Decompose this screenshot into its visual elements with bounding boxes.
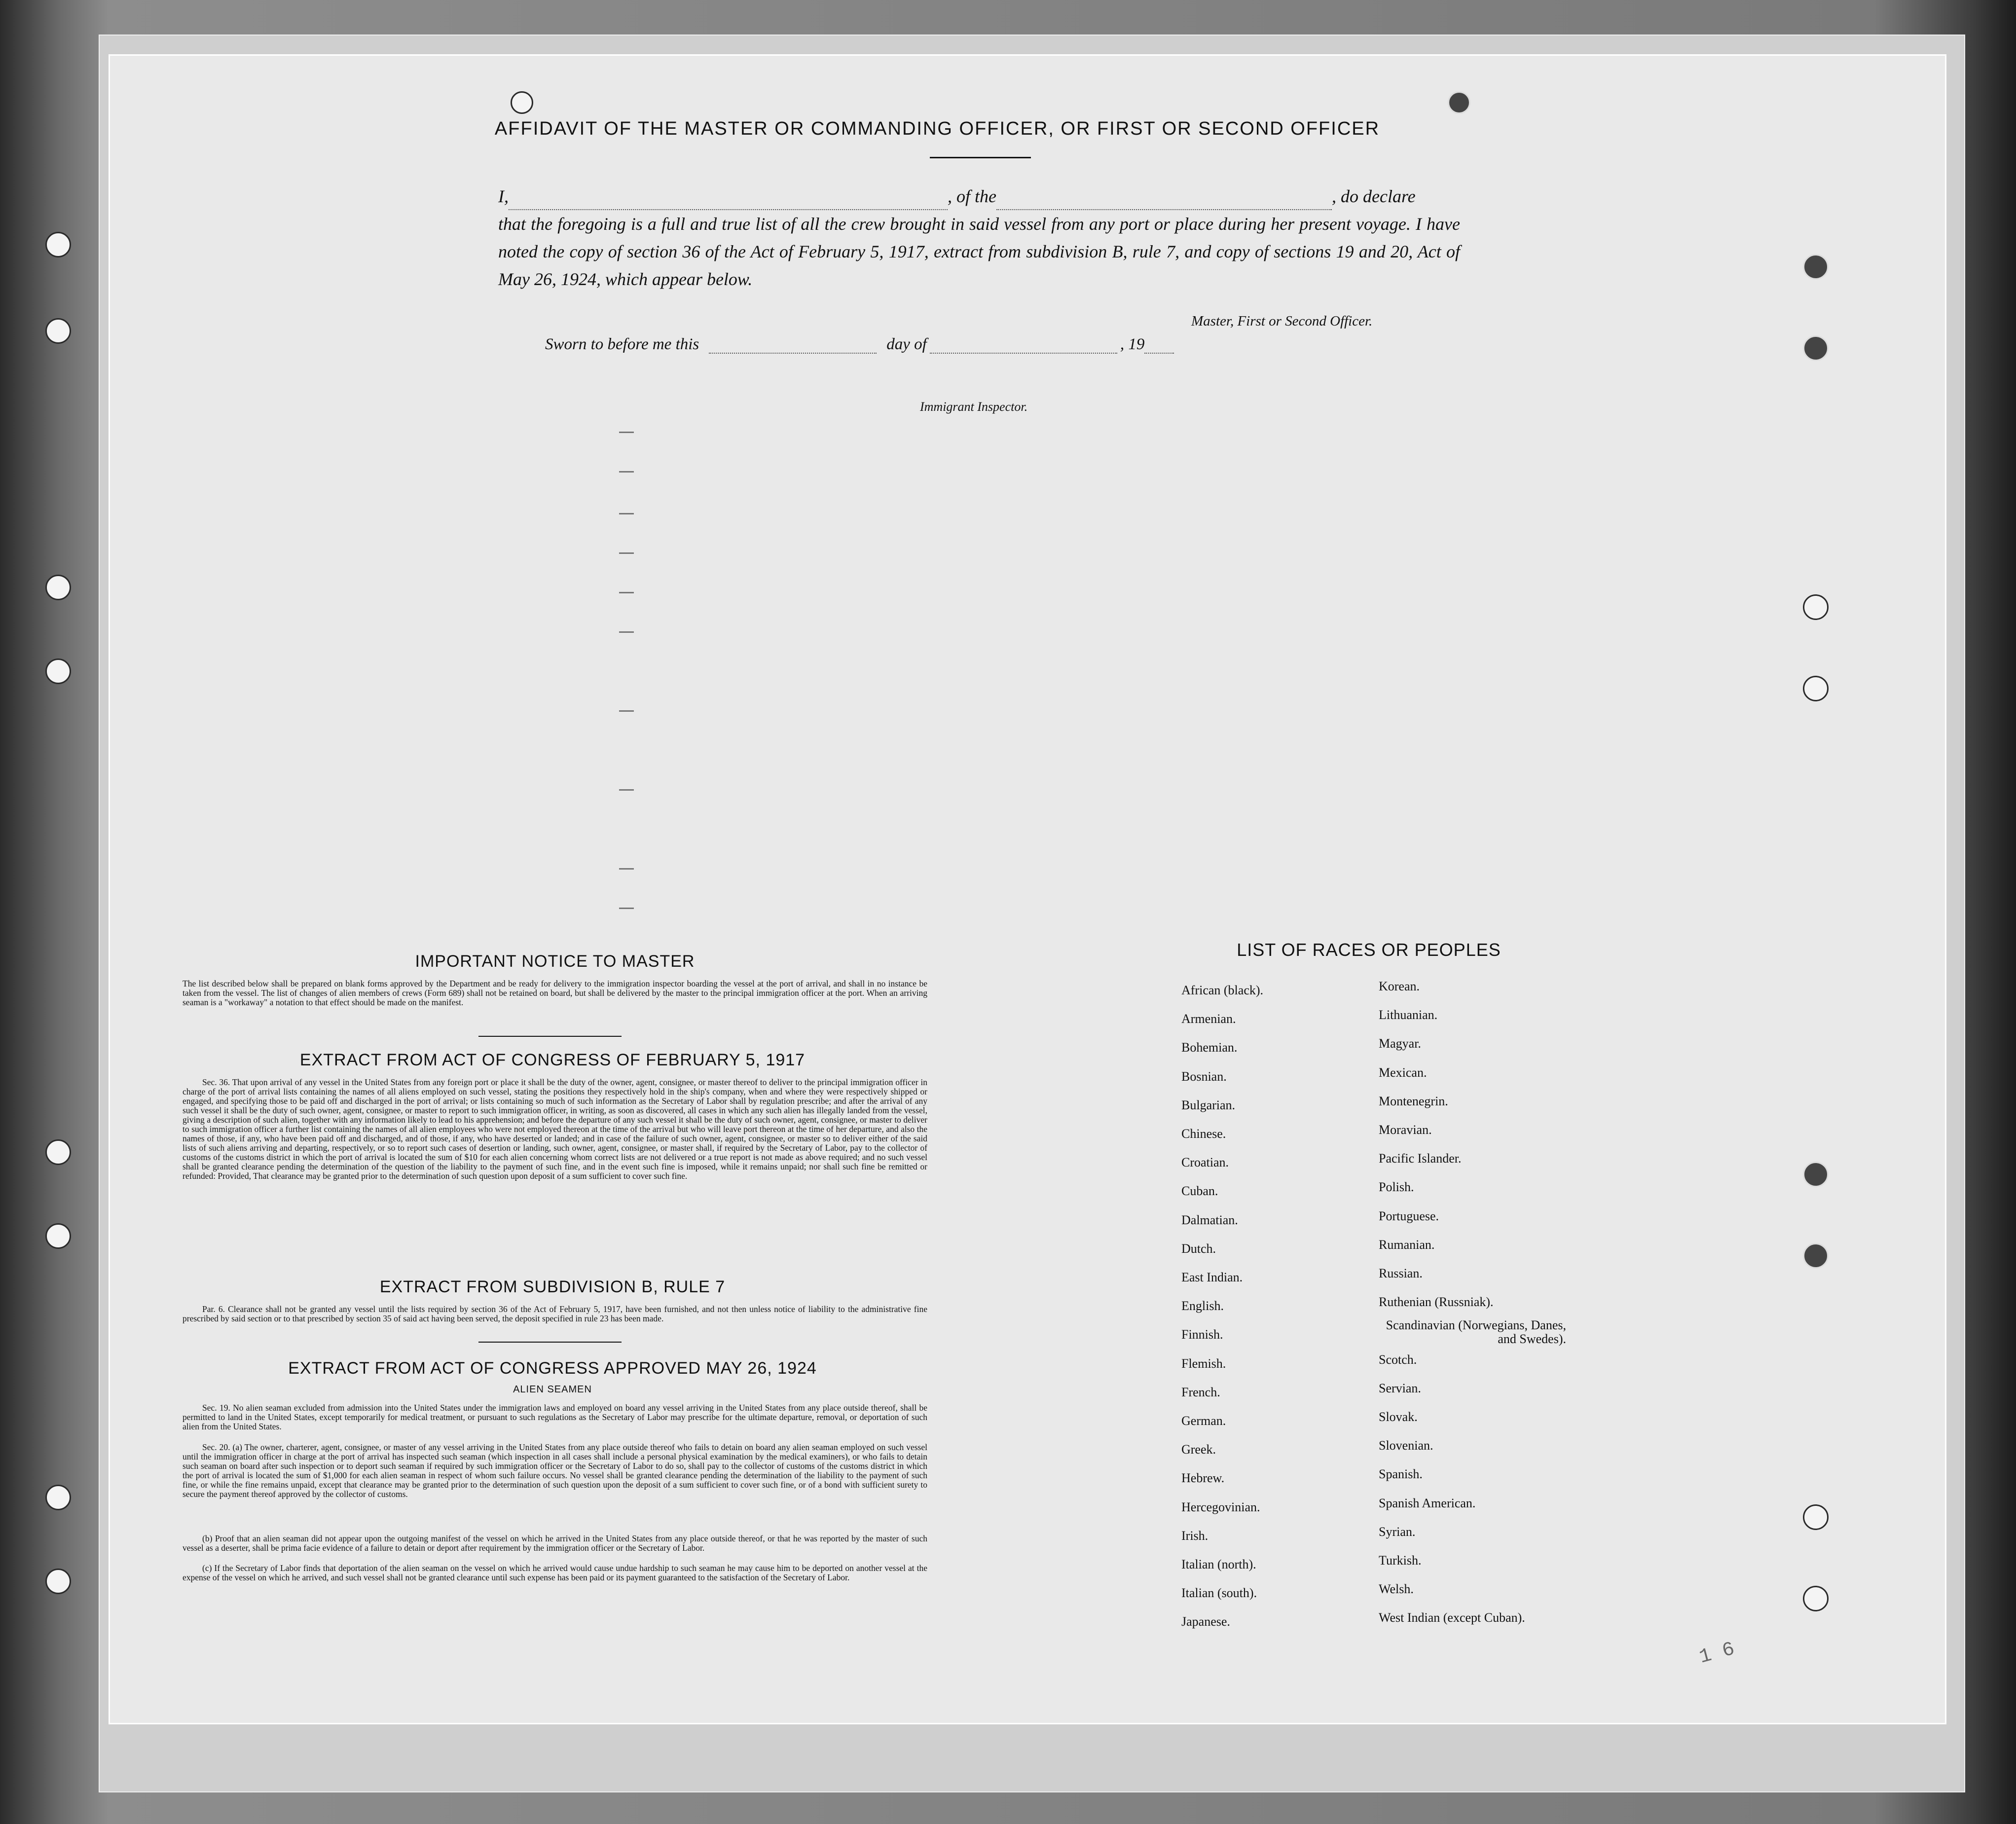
race-item: Greek.	[1181, 1442, 1216, 1457]
race-item: Mexican.	[1379, 1065, 1427, 1080]
bleed-mark	[619, 552, 634, 554]
punch-hole-top-2	[1448, 91, 1470, 114]
bleed-mark	[619, 631, 634, 633]
race-item: Servian.	[1379, 1381, 1421, 1395]
bleed-mark	[619, 592, 634, 593]
extract-1924-sec19: Sec. 19. No alien seaman excluded from admission into the United States under the immigration laws and employed on board any vessel arriving in the United States from any place outside thereof, shall be permitted to land in the United States, except temporarily for medical treatment, or pursuant to such regulations as the Secretary of Labor may prescribe for the ultimate departure, removal, or deportation of such alien from the United States.	[183, 1403, 927, 1431]
of-the-text: , of the	[948, 186, 996, 206]
extract-1917-body: Sec. 36. That upon arrival of any vessel in the United States from any foreign port or place it shall be the duty of the owner, agent, consignee, or master thereof to deliver to the principal immigration officer in charge of the port of arrival lists containing the names of all aliens employed on such vessel, stating the positions they respectively hold in the ship's company, when and where they were respectively shipped or engaged, and specifying those to be paid off and discharged in the port of arrival; or lists containing so much of such information as the Secretary of Labor shall by regulation prescribe; and after the arrival of any such vessel it shall be the duty of such owner, agent, consignee, or master to report to such immigration officer, in writing, as soon as discovered, all cases in which any such alien has illegally landed from the vessel, giving a description of such alien, together with any information likely to lead to his apprehension; and before the departure of any such vessel it shall be the duty of such owner, agent, consignee, or master to deliver to such immigration officer a further list containing the names of all alien employees who were not employed thereon at the time of the arrival but who will leave port thereon at the time of her departure, and also the names of those, if any, who have been paid off and discharged, and of those, if any, who have deserted or landed; and in case of the failure of such owner, agent, consignee, or master so to deliver either of the said lists of such aliens arriving and departing, respectively, or so to report such cases of desertion or landing, such owner, agent, consignee, or master shall, if required by the Secretary of Labor, pay to the collector of customs of the customs district in which the port of arrival is located the sum of $10 for each alien concerning whom correct lists are not delivered or a true report is not made as above required; and no such vessel shall be granted clearance pending the determination of the question of the liability to the payment of such fine, and in the event such fine is imposed, while it remains unpaid; nor shall such fine be remitted or refunded: Provided, That clearance may be granted prior to the determination of such question upon deposit of a sum sufficient to cover such fine.	[183, 1077, 927, 1181]
punch-hole-right-2	[1803, 335, 1829, 361]
race-item: Japanese.	[1181, 1614, 1230, 1629]
punch-hole-top-1	[511, 91, 533, 114]
sworn-month-field[interactable]	[930, 353, 1117, 354]
race-item: Scotch.	[1379, 1352, 1417, 1367]
bleed-mark	[619, 471, 634, 473]
race-item: Portuguese.	[1379, 1208, 1439, 1223]
affidavit-title: AFFIDAVIT OF THE MASTER OR COMMANDING OFFICER, OR FIRST OR SECOND OFFICER	[494, 118, 1380, 139]
race-item: Turkish.	[1379, 1553, 1422, 1568]
sworn-line	[545, 335, 1174, 354]
extract-1917-title: EXTRACT FROM ACT OF CONGRESS OF FEBRUARY 5, 1917	[299, 1051, 806, 1069]
race-item: Syrian.	[1379, 1524, 1416, 1539]
race-item: Pacific Islander.	[1379, 1151, 1462, 1166]
year-prefix: , 19	[1120, 335, 1145, 353]
punch-hole-left-5	[45, 1139, 71, 1165]
notice-title: IMPORTANT NOTICE TO MASTER	[415, 952, 695, 971]
extract-rule7-body: Par. 6. Clearance shall not be granted any vessel until the lists required by section 36 of the Act of February 5, 1917, have been furnished, and not then unless notice of liability to the administrative fine prescribed by said section or to that prescribed by section 35 of said act having been served, the deposit specified in rule 23 has been made.	[183, 1304, 927, 1323]
race-item: Slovak.	[1379, 1410, 1418, 1424]
notice-divider	[478, 1036, 622, 1037]
punch-hole-left-4	[45, 658, 71, 684]
race-item: Spanish.	[1379, 1467, 1423, 1482]
race-item: Hercegovinian.	[1181, 1499, 1260, 1514]
margin-page-mark: 1 6	[1697, 1638, 1737, 1669]
sworn-text: Sworn to before me this	[545, 335, 699, 353]
race-item: French.	[1181, 1385, 1220, 1399]
declaration-body: that the foregoing is a full and true list of all the crew brought in said vessel from any port or place during her present voyage. I have noted the copy of section 36 of the Act of February 5, 1917, extract from subdivision B, rule 7, and copy of sections 19 and 20, Act of May 26, 1924, which appear below.	[498, 214, 1460, 289]
race-item: Armenian.	[1181, 1012, 1236, 1026]
extract-1924-subtitle: ALIEN SEAMEN	[513, 1384, 592, 1395]
declarant-prefix: I,	[498, 186, 509, 206]
race-item: Rumanian.	[1379, 1237, 1435, 1252]
race-item: Spanish American.	[1379, 1496, 1476, 1510]
inspector-caption: Immigrant Inspector.	[920, 400, 1028, 414]
race-item: Cuban.	[1181, 1184, 1218, 1199]
race-item: Irish.	[1181, 1528, 1209, 1543]
declaration-text	[498, 182, 1460, 293]
extract-rule7-title: EXTRACT FROM SUBDIVISION B, RULE 7	[379, 1277, 726, 1296]
race-item: Welsh.	[1379, 1582, 1414, 1597]
race-item: Montenegrin.	[1379, 1094, 1448, 1108]
punch-hole-right-7	[1803, 1504, 1829, 1530]
master-caption: Master, First or Second Officer.	[1191, 313, 1373, 329]
race-item: Moravian.	[1379, 1123, 1432, 1137]
race-item: German.	[1181, 1414, 1226, 1428]
races-title: LIST OF RACES OR PEOPLES	[1237, 940, 1501, 960]
race-item: East Indian.	[1181, 1270, 1243, 1284]
do-declare-text: , do declare	[1331, 186, 1416, 206]
race-item: Italian (north).	[1181, 1557, 1256, 1571]
punch-hole-right-8	[1803, 1586, 1829, 1611]
race-item: Russian.	[1379, 1266, 1423, 1280]
bleed-mark	[619, 710, 634, 712]
extract-1924-sec20b: (b) Proof that an alien seaman did not appear upon the outgoing manifest of the vessel on which he arrived in the United States from any place outside thereof, or that he was reported by the master of such vessel as a deserter, shall be prima facie evidence of a failure to detain or deport after requirement by the immigration officer or the Secretary of Labor.	[183, 1533, 927, 1553]
punch-hole-left-3	[45, 575, 71, 600]
race-item: Bohemian.	[1181, 1040, 1238, 1055]
punch-hole-left-6	[45, 1223, 71, 1249]
race-item: West Indian (except Cuban).	[1379, 1610, 1525, 1625]
race-item: Scandinavian (Norwegians, Danes, and Swedes).	[1386, 1318, 1566, 1347]
race-item: Magyar.	[1379, 1036, 1421, 1051]
rule7-divider	[478, 1342, 622, 1343]
punch-hole-left-2	[45, 318, 71, 344]
sworn-year-field[interactable]	[1144, 353, 1174, 354]
punch-hole-right-1	[1803, 254, 1829, 280]
bleed-mark	[619, 868, 634, 870]
punch-hole-left-1	[45, 232, 71, 257]
race-item: Dalmatian.	[1181, 1212, 1238, 1227]
punch-hole-right-3	[1803, 594, 1829, 620]
race-item: Dutch.	[1181, 1241, 1216, 1256]
punch-hole-right-4	[1803, 676, 1829, 701]
extract-1924-sec20c: (c) If the Secretary of Labor finds that deportation of the alien seaman on the vessel on which he arrived would cause undue hardship to such seaman he may cause him to be deported on another vessel at the expense of the vessel on which he arrived, and such vessel shall not be granted clearance until such expense has been paid or its payment guaranteed to the satisfaction of the Secretary of Labor.	[183, 1563, 927, 1582]
race-item: Chinese.	[1181, 1127, 1226, 1141]
race-item: Bosnian.	[1181, 1069, 1227, 1084]
race-item: Hebrew.	[1181, 1471, 1225, 1486]
race-item: Ruthenian (Russniak).	[1379, 1295, 1494, 1310]
race-item: Croatian.	[1181, 1155, 1229, 1170]
punch-hole-left-8	[45, 1569, 71, 1594]
race-item: Flemish.	[1181, 1356, 1226, 1371]
race-item: Bulgarian.	[1181, 1097, 1236, 1112]
bleed-mark	[619, 513, 634, 514]
day-of-text: day of	[886, 335, 927, 353]
race-item: Slovenian.	[1379, 1438, 1433, 1453]
race-item: English.	[1181, 1299, 1224, 1313]
race-item: Finnish.	[1181, 1327, 1223, 1342]
extract-1924-title: EXTRACT FROM ACT OF CONGRESS APPROVED MAY 26, 1924	[288, 1359, 817, 1378]
race-item: Polish.	[1379, 1180, 1414, 1195]
sworn-day-field[interactable]	[709, 353, 877, 354]
race-item: Lithuanian.	[1379, 1008, 1438, 1022]
bleed-mark	[619, 432, 634, 433]
race-item: Italian (south).	[1181, 1586, 1257, 1601]
race-item: Korean.	[1379, 979, 1420, 993]
title-rule	[930, 157, 1031, 158]
notice-body: The list described below shall be prepared on blank forms approved by the Department and be ready for delivery to the immigration inspector boarding the vessel at the port of arrival, and shall in no instance be taken from the vessel. The list of changes of alien members of crews (Form 689) shall not be retained on board, but shall be delivered by the master to the principal immigration officer at the port. When an arriving seaman is a "workaway" a notation to that effect should be made on the manifest.	[183, 979, 927, 1007]
punch-hole-left-7	[45, 1485, 71, 1510]
punch-hole-right-6	[1803, 1243, 1829, 1269]
race-item: African (black).	[1181, 983, 1264, 997]
bleed-mark	[619, 789, 634, 791]
extract-1924-sec20a: Sec. 20. (a) The owner, charterer, agent, consignee, or master of any vessel arriving in the United States from any place outside thereof who fails to detain on board any alien seaman employed on such vessel until the immigration officer in charge at the port of arrival has inspected such seaman (which inspection in all cases shall include a personal physical examination by the medical examiners), or who fails to detain such seaman on board after such inspection or to deport such seaman if required by such immigration officer or the Secretary of Labor to do so, shall pay to the collector of customs of the customs district in which the port of arrival is located the sum of $1,000 for each alien seaman in respect of whom such failure occurs. No vessel shall be granted clearance pending the determination of the liability to the payment of such fine, or while the fine remains unpaid, except that clearance may be granted prior to the determination of such question upon the deposit of a sum sufficient to cover such fine, or of a bond with sufficient surety to secure the payment thereof approved by the collector of customs.	[183, 1442, 927, 1499]
punch-hole-right-5	[1803, 1162, 1829, 1187]
bleed-mark	[619, 908, 634, 909]
